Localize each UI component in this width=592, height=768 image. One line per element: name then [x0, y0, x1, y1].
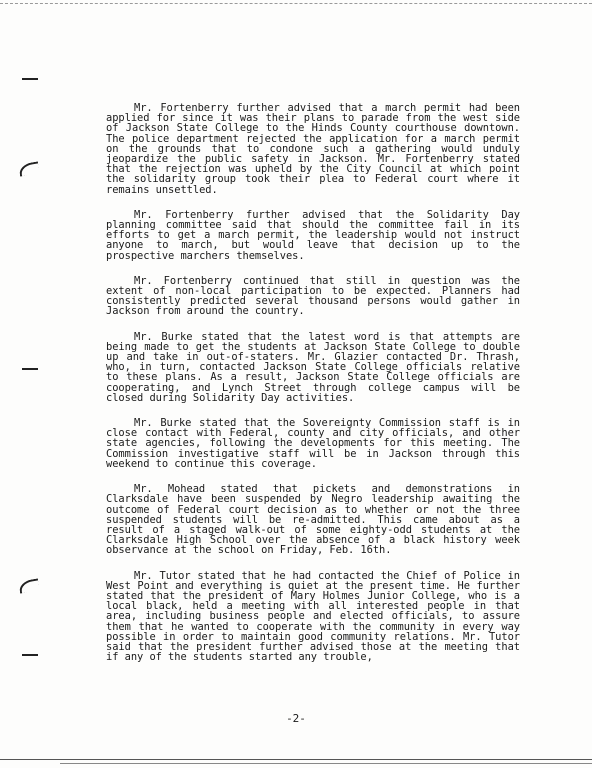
document-body	[106, 103, 520, 677]
margin-mark	[18, 578, 40, 593]
bottom-edge-line	[0, 759, 592, 760]
paragraph-tutor-west-point: Mr. Tutor stated that he had contacted the Chief of Police in West Point and everything is quiet at the present time. He further stated that the president of Mary Holmes Junior College, who is a local black, held a meeting with all interested people in that area, including business people and elected officials, to assure them that he wanted to cooperate with the community in every way possible in order to maintain good community relations. Mr. Tutor said that the president further advised those at the meeting that if any of the students started any trouble,	[106, 569, 520, 664]
margin-mark	[22, 654, 38, 656]
paragraph-burke-students: Mr. Burke stated that the latest word is that attempts are being made to get the students at Jackson State College to double up and take in out-of-staters. Mr. Glazier contacted Dr. Thrash, who, in turn, contacted Jackson State College officials relative to these plans. As a result, Jackson State College officials are cooperating, and Lynch Street through college campus will be closed during Solidarity Day activities.	[106, 330, 520, 404]
top-perforation	[0, 3, 592, 4]
paragraph-non-local-participation: Mr. Fortenberry continued that still in question was the extent of non-local participation to be expected. Planners had consistently predicted several thousand persons would gather in Jackson from around the country.	[106, 274, 520, 318]
paragraph-solidarity-committee: Mr. Fortenberry further advised that the Solidarity Day planning committee said that should the committee fail in its efforts to get a march permit, the leadership would not instruct anyone to march, but would leave that decision up to the prospective marchers themselves.	[106, 208, 520, 262]
page-number: -2-	[286, 712, 306, 725]
paragraph-march-permit: Mr. Fortenberry further advised that a march permit had been applied for since it was their plans to parade from the west side of Jackson State College to the Hinds County courthouse downtown. The police department rejected the application for a march permit on the grounds that to condone such a gathering would unduly jeopardize the public safety in Jackson. Mr. Fortenberry stated that the rejection was upheld by the City Council at which point the solidarity group took their plea to Federal court where it remains unsettled.	[106, 102, 520, 196]
paragraph-burke-commission: Mr. Burke stated that the Sovereignty Commission staff is in close contact with Federal, county and city officials, and other state agencies, following the developments for this meeting. The Commission investigative staff will be in Jackson through this weekend to continue this coverage.	[106, 417, 520, 470]
margin-mark	[22, 368, 38, 370]
bottom-edge-line	[60, 763, 592, 764]
margin-mark	[22, 78, 38, 80]
paragraph-mohead-clarksdale: Mr. Mohead stated that pickets and demonstrations in Clarksdale have been suspended by Negro leadership awaiting the outcome of Federal court decision as to whether or not the three suspended students will be re-admitted. This came about as a result of a staged walk-out of some eighty-odd students at the Clarksdale High School over the absence of a black history week observance at the school on Friday, Feb. 16th.	[106, 483, 520, 557]
margin-mark	[18, 161, 40, 176]
